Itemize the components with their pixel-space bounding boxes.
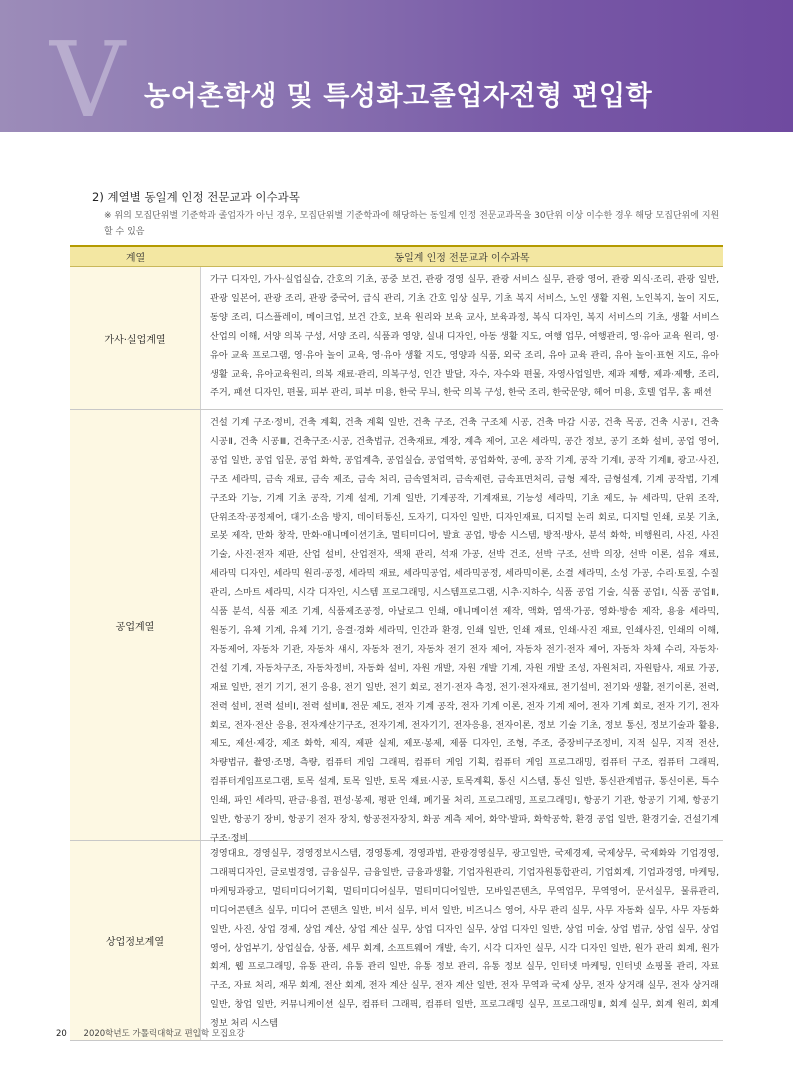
row-category: 상업정보계열: [70, 841, 201, 1040]
footer-text: 2020학년도 가톨릭대학교 편입학 모집요강: [83, 1029, 245, 1039]
page-footer: [56, 1027, 245, 1039]
chapter-numeral: V: [50, 19, 126, 132]
section-note: ※ 위의 모집단위별 기준학과 졸업자가 아닌 경우, 모집단위별 기준학과에 해당하는 동일계 인정 전문교과목을 30단위 이상 이수한 경우 해당 모집단위에 지원할 수 있음: [104, 211, 720, 237]
header-subjects: 동일계 인정 전문교과 이수과목: [394, 253, 530, 264]
table-header: [70, 247, 723, 267]
table-row: [70, 410, 723, 844]
row-subjects: 경영대요, 경영실무, 경영정보시스템, 경영통계, 경영과법, 관광경영실무, 광고일반, 국제경제, 국제상무, 국제화와 기업경영, 그래픽디자인, 글로벌경영, 금융실무, 금융일반, 금융과생활, 기업자원관리, 기업자원통합관리, 기업회계, 기업과경영, 마케팅, 마케팅과광고, 멀티미디어기획, 멀티미디어실무, 멀티미디어일반, 모바일콘텐츠, 무역업무, 무역영어, 문서실무, 물류관리, 미디어콘텐츠 실무, 미디어 콘텐츠 일반, 비서 실무, 비서 일반, 비즈니스 영어, 사무 관리 실무, 사무 자동화 실무, 사무 자동화 일반, 사진, 상업 경제, 상업 계산, 상업 계산 실무, 상업 디자인 실무, 상업 디자인 일반, 상업 미술, 상업 법규, 상업 실무, 상업 영어, 상업부기, 상업실습, 상품, 세무 회계, 소프트웨어 개발, 속기, 시각 디자인 실무, 시각 디자인 일반, 원가 관리 회계, 원가 회계, 웹 프로그래밍, 유통 관리, 유통 관리 일반, 유통 정보 관리, 유통 정보 실무, 인터넷 마케팅, 인터넷 쇼핑몰 관리, 자료 구조, 자료 처리, 재무 회계, 전산 회계, 전자 계산 실무, 전자 계산 일반, 전자 무역과 국제 상무, 전자 상거래 실무, 전자 상거래 일반, 창업 일반, 커뮤니케이션 실무, 컴퓨터 그래픽, 컴퓨터 일반, 프로그래밍 실무, 프로그래밍Ⅱ, 회계 실무, 회계 원리, 회계 정보 처리 시스템: [210, 848, 719, 1030]
header-category: 계열: [125, 253, 146, 264]
chapter-banner: [0, 0, 793, 132]
table-row: [70, 267, 723, 410]
section-heading: 2) 계열별 동일계 인정 전문교과 이수과목: [92, 190, 300, 204]
row-subjects: 가구 디자인, 가사·실업실습, 간호의 기초, 공중 보건, 관광 경영 실무, 관광 서비스 실무, 관광 영어, 관광 외식·조리, 관광 일반, 관광 일본어, 관광 조리, 관광 중국어, 급식 관리, 기초 간호 임상 실무, 기초 복지 서비스, 노인 생활 지원, 노인복지, 놀이 지도, 동양 조리, 디스플레이, 메이크업, 보건 간호, 보육 원리와 보육 교사, 보육과정, 복식 디자인, 복지 서비스의 기초, 생활 서비스 산업의 이해, 서양 의복 구성, 서양 조리, 식품과 영양, 실내 디자인, 아동 생활 지도, 여행 업무, 여행관리, 영·유아 교육 원리, 영·유아 교육 프로그램, 영·유아 놀이 교육, 영·유아 생활 지도, 영양과 식품, 외국 조리, 유아 교육 관리, 유아 놀이·표현 지도, 유아 생활 교육, 유아교육원리, 의복 재료·관리, 의복구성, 인간 발달, 자수, 자수와 편물, 자영사업일반, 제과 제빵, 제과·제빵, 조리, 주거, 패션 디자인, 편물, 피부 관리, 피부 미용, 한국 무늬, 한국 의복 구성, 한국 조리, 한국문양, 헤어 미용, 호텔 업무, 홈 패션: [210, 274, 719, 399]
row-category: 가사·실업계열: [70, 267, 201, 409]
row-category: 공업계열: [70, 410, 201, 840]
subjects-table: [70, 245, 723, 1041]
table-row: [70, 841, 723, 1041]
chapter-title: 농어촌학생 및 특성화고졸업자전형 편입학: [144, 81, 653, 112]
row-subjects: 건설 기계 구조·정비, 건축 계획, 건축 계획 일반, 건축 구조, 건축 구조체 시공, 건축 마감 시공, 건축 목공, 건축 시공Ⅰ, 건축 시공Ⅱ, 건축 시공Ⅲ, 건축구조·시공, 건축법규, 건축재료, 계장, 계측 제어, 고온 세라믹, 공간 정보, 공기 조화 설비, 공업 영어, 공업 일반, 공업 입문, 공업 화학, 공업계측, 공업실습, 공업역학, 공업화학, 공예, 공작 기계, 공작 기계Ⅰ, 공작 기계Ⅱ, 광고·사진, 구조 세라믹, 금속 재료, 금속 제조, 금속 처리, 금속열처리, 금속제련, 금속표면처리, 금형 제작, 금형설계, 기계 공작법, 기계 구조와 기능, 기계 기초 공작, 기계 설계, 기계 일반, 기계공작, 기계재료, 기능성 세라믹, 기초 제도, 뉴 세라믹, 단위 조작, 단위조작·공정제어, 대기·소음 방지, 데이터통신, 도자기, 디자인 일반, 디자인재료, 디지털 논리 회로, 디지털 인쇄, 로봇 기초, 로봇 제작, 만화 창작, 만화·애니메이션기초, 멀티미디어, 발효 공업, 방송 시스템, 방적·방사, 분석 화학, 비행원리, 사진, 사진 기술, 사진·전자 제판, 산업 설비, 산업전자, 색채 관리, 석재 가공, 선박 건조, 선박 구조, 선박 의장, 선박 이론, 섬유 재료, 세라믹 디자인, 세라믹 원리·공정, 세라믹 재료, 세라믹공업, 세라믹공정, 세라믹이론, 소결 세라믹, 소성 가공, 수리·토질, 수질 관리, 스마트 세라믹, 시각 디자인, 시스템 프로그래밍, 시스템프로그램, 시추·지하수, 식품 공업 기술, 식품 공업Ⅰ, 식품 공업Ⅱ, 식품 분석, 식품 제조 기계, 식품제조공정, 아날로그 인쇄, 애니메이션 제작, 액화, 염색·가공, 영화·방송 제작, 용융 세라믹, 원동기, 유체 기계, 유체 기기, 응결·경화 세라믹, 인간과 환경, 인쇄 일반, 인쇄 재료, 인쇄·사진 재료, 인쇄사진, 인쇄의 이해, 자동제어, 자동차 기관, 자동차 섀시, 자동차 전기, 자동차 전기 전자 제어, 자동차 전기·전자 제어, 자동차 차체 수리, 자동차·건설 기계, 자동차구조, 자동차정비, 자동화 설비, 자원 개발, 자원 개발 기계, 자원 개발 조성, 자원처리, 자원탐사, 재료 가공, 재료 일반, 전기 기기, 전기 응용, 전기 일반, 전기 회로, 전기·전자 측정, 전기·전자재료, 전기설비, 전기와 생활, 전기이론, 전력, 전력 설비, 전력 설비Ⅰ, 전력 설비Ⅱ, 전문 제도, 전자 기계 공작, 전자 기계 이론, 전자 기계 제어, 전자 기계 회로, 전자 기기, 전자 회로, 전자·전산 응용, 전자계산기구조, 전자기계, 전자기기, 전자응용, 전자이론, 정보 기술 기초, 정보 통신, 정보기술과 활용, 제도, 제선·제강, 제조 화학, 제직, 제판 실제, 제포·봉제, 제품 디자인, 조형, 주조, 중장비구조정비, 지적 실무, 지적 전산, 차량법규, 촬영·조명, 측량, 컴퓨터 게임 그래픽, 컴퓨터 게임 기획, 컴퓨터 게임 프로그래밍, 컴퓨터 구조, 컴퓨터 그래픽, 컴퓨터게임프로그램, 토목 설계, 토목 일반, 토목 재료·시공, 토목계획, 통신 시스템, 통신 일반, 통신관계법규, 통신이론, 특수 인쇄, 파인 세라믹, 판금·용접, 편성·봉제, 평판 인쇄, 폐기물 처리, 프로그래밍, 프로그래밍Ⅰ, 항공기 기관, 항공기 기체, 항공기 일반, 항공기 장비, 항공기 전자 장치, 항공전자장치, 화공 계측 제어, 화약·발파, 화학공학, 환경 공업 일반, 환경기술, 건설기계 구조·정비: [210, 417, 719, 844]
page-number: 20: [56, 1029, 67, 1039]
